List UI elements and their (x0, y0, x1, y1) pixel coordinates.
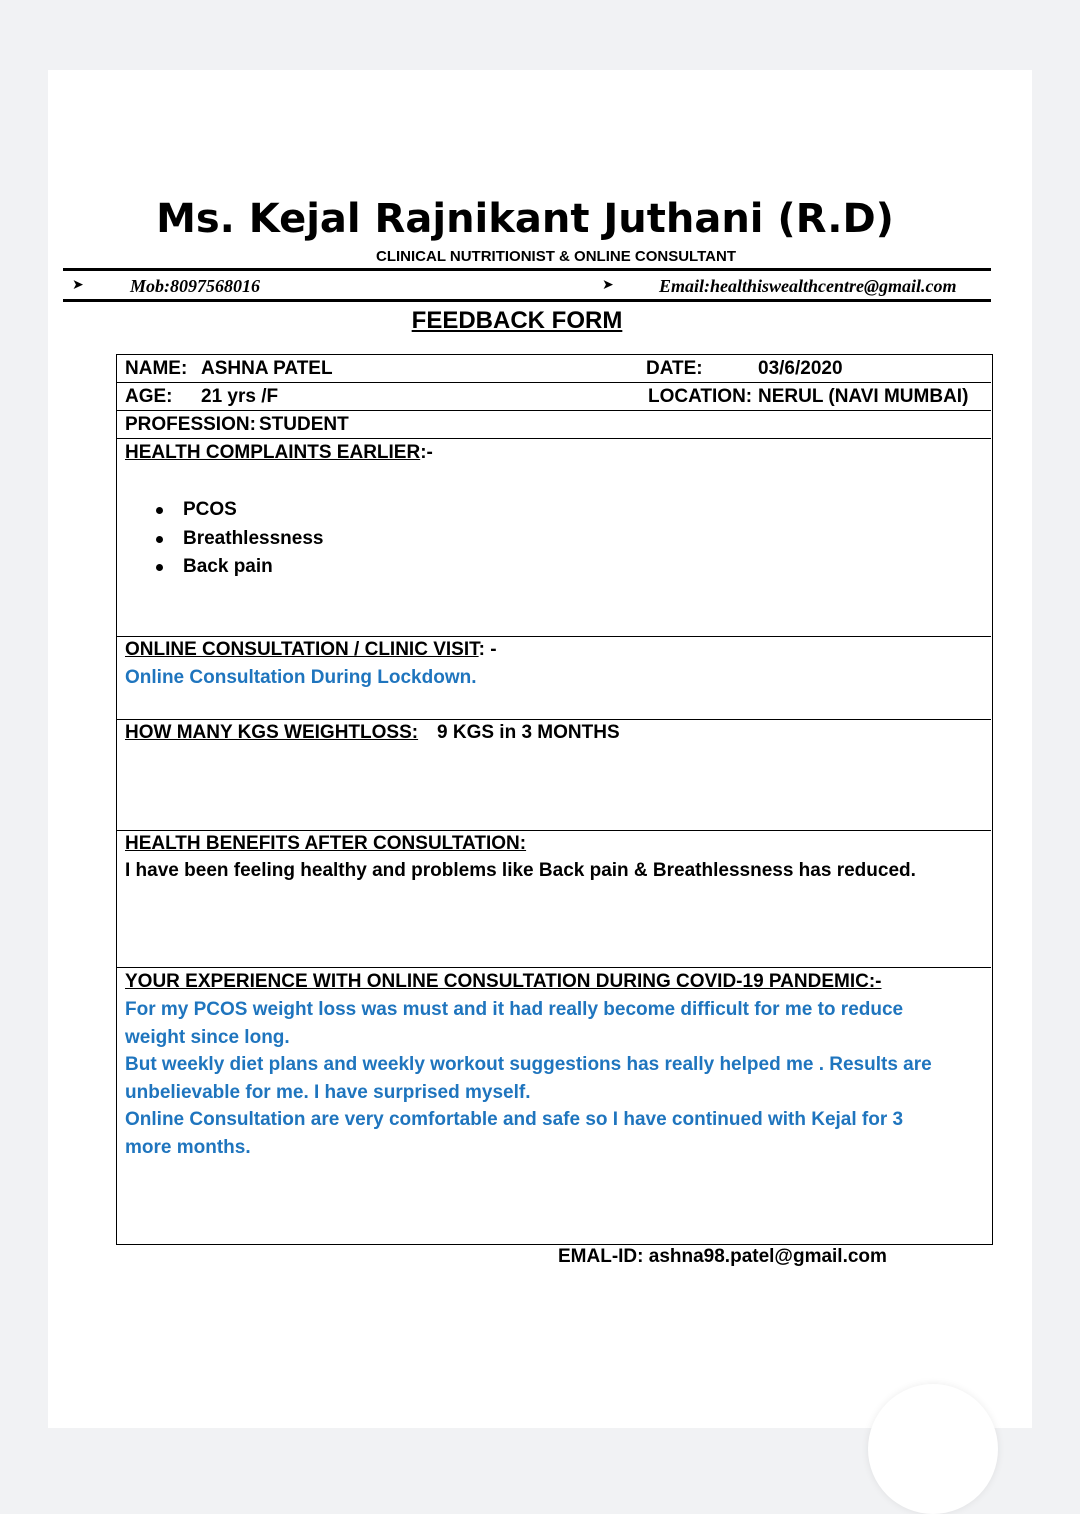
row-divider (116, 636, 991, 637)
weightloss-label: HOW MANY KGS WEIGHTLOSS: (125, 722, 419, 743)
row-divider (116, 410, 991, 411)
benefits-value: I have been feeling healthy and problems like Back pain & Breathlessness has reduced. (125, 860, 916, 881)
row-divider (116, 830, 991, 831)
arrowhead-bullet-icon: ➤ (602, 276, 614, 292)
experience-line: For my PCOS weight loss was must and it had really become difficult for me to reduce (125, 999, 904, 1020)
bullet-icon (156, 536, 163, 543)
complaint-item: PCOS (183, 499, 237, 520)
row-divider (116, 382, 991, 383)
name-label: NAME: (125, 358, 188, 379)
weightloss-value: 9 KGS in 3 MONTHS (437, 722, 620, 743)
consultation-suffix: : - (478, 639, 497, 660)
complaints-heading (125, 442, 433, 464)
row-divider (116, 967, 991, 968)
experience-line: Online Consultation are very comfortable and safe so I have continued with Kejal for 3 (125, 1109, 904, 1130)
row-divider (116, 438, 991, 439)
floating-action-button[interactable] (868, 1384, 998, 1514)
profession-label: PROFESSION: (125, 414, 256, 435)
complaints-label: HEALTH COMPLAINTS EARLIER (125, 442, 421, 463)
client-email: EMAL-ID: ashna98.patel@gmail.com (558, 1246, 887, 1267)
profession-value: STUDENT (259, 414, 349, 435)
bullet-icon (156, 564, 163, 571)
mobile-number: Mob:8097568016 (130, 276, 260, 296)
bullet-icon (156, 507, 163, 514)
experience-text (125, 996, 985, 1161)
name-value: ASHNA PATEL (201, 358, 333, 379)
benefits-label: HEALTH BENEFITS AFTER CONSULTATION: (125, 833, 527, 854)
header-rule-top (63, 268, 991, 271)
header-rule-bottom (63, 299, 991, 302)
doctor-name-heading: Ms. Kejal Rajnikant Juthani (R.D) (156, 196, 894, 242)
form-title: FEEDBACK FORM (411, 307, 623, 334)
age-value: 21 yrs /F (201, 386, 279, 407)
complaint-item: Breathlessness (183, 528, 324, 549)
experience-line: unbelievable for me. I have surprised myself. (125, 1081, 531, 1103)
date-value: 03/6/2020 (758, 358, 843, 379)
designation: CLINICAL NUTRITIONIST & ONLINE CONSULTANT (376, 248, 736, 265)
experience-line: weight since long. (125, 1026, 290, 1048)
consultation-value: Online Consultation During Lockdown. (125, 667, 477, 688)
row-divider (116, 719, 991, 720)
date-label: DATE: (646, 358, 703, 379)
consultation-heading (125, 639, 497, 661)
arrowhead-bullet-icon: ➤ (72, 276, 84, 292)
location-label: LOCATION: (648, 386, 753, 407)
experience-label: YOUR EXPERIENCE WITH ONLINE CONSULTATION DURING COVID-19 PANDEMIC:- (125, 971, 882, 992)
experience-line: more months. (125, 1136, 251, 1158)
location-value: NERUL (NAVI MUMBAI) (758, 386, 969, 407)
consultation-label: ONLINE CONSULTATION / CLINIC VISIT (125, 639, 479, 660)
complaints-suffix: :- (420, 442, 433, 463)
clinic-email: Email:healthiswealthcentre@gmail.com (659, 276, 957, 296)
complaint-item: Back pain (183, 556, 273, 577)
experience-line: But weekly diet plans and weekly workout suggestions has really helped me . Results are (125, 1054, 932, 1075)
age-label: AGE: (125, 386, 173, 407)
